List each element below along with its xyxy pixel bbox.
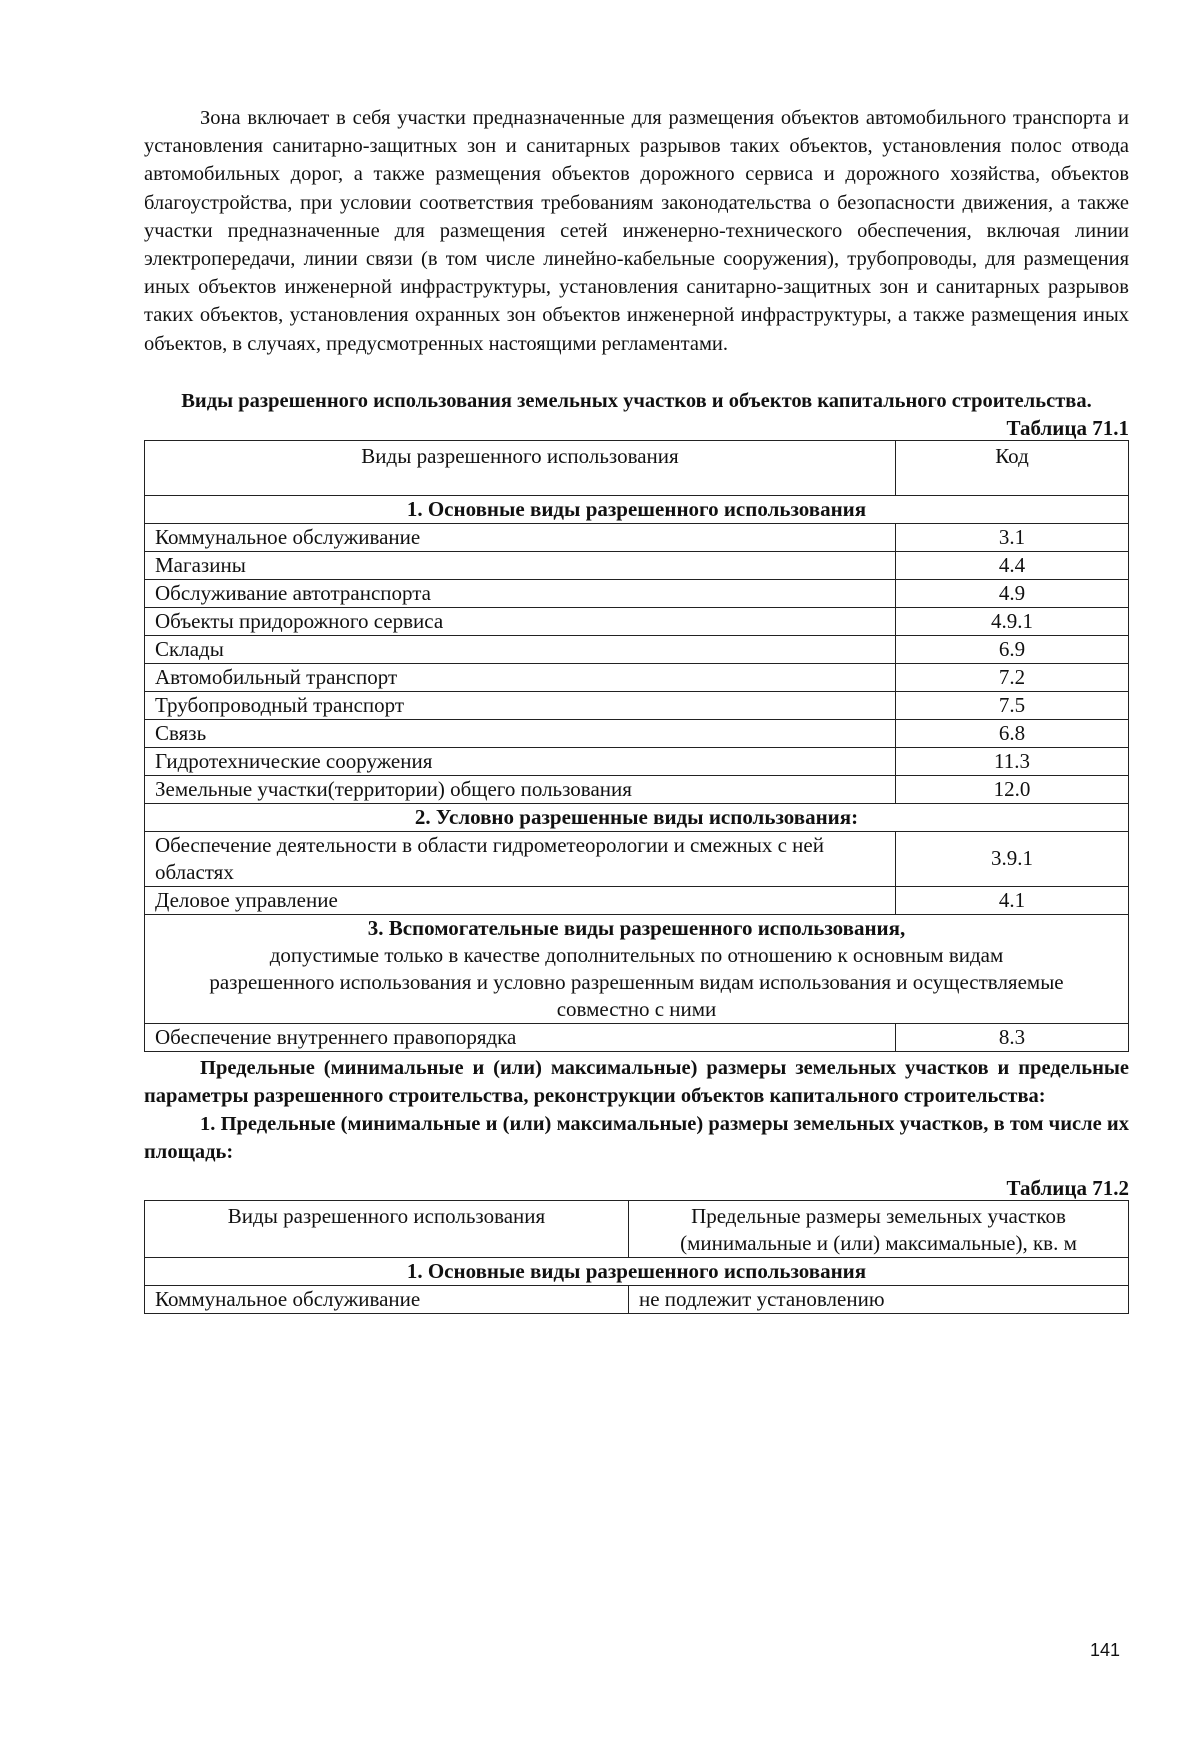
code-cell: 4.9 xyxy=(896,579,1129,607)
section-title: 1. Основные виды разрешенного использования xyxy=(145,1257,1129,1285)
section-row xyxy=(145,914,1129,1023)
table-row xyxy=(145,1285,1129,1313)
table-row xyxy=(145,747,1129,775)
table-header-row xyxy=(145,1200,1129,1257)
use-name-cell: Связь xyxy=(145,719,896,747)
header-cell-uses: Виды разрешенного использования xyxy=(145,440,896,495)
code-cell: 3.9.1 xyxy=(896,831,1129,886)
table-row xyxy=(145,635,1129,663)
document-page xyxy=(144,104,1129,1314)
code-cell: 7.2 xyxy=(896,663,1129,691)
use-name-cell: Трубопроводный транспорт xyxy=(145,691,896,719)
header-cell-limits: Предельные размеры земельных участков (минимальные и (или) максимальные), кв. м xyxy=(629,1200,1129,1257)
section-heading: Виды разрешенного использования земельных участков и объектов капитального строительства. xyxy=(181,389,1092,412)
code-cell: 6.9 xyxy=(896,635,1129,663)
table-row xyxy=(145,1023,1129,1051)
use-name-cell: Автомобильный транспорт xyxy=(145,663,896,691)
code-cell: 4.9.1 xyxy=(896,607,1129,635)
code-cell: 4.4 xyxy=(896,551,1129,579)
table-71-2-label: Таблица 71.2 xyxy=(1006,1175,1129,1200)
code-cell: 8.3 xyxy=(896,1023,1129,1051)
header-cell-code: Код xyxy=(896,440,1129,495)
table-row xyxy=(145,719,1129,747)
table-row xyxy=(145,551,1129,579)
section-row xyxy=(145,495,1129,523)
use-name-cell: Обслуживание автотранспорта xyxy=(145,579,896,607)
table-71-1-label: Таблица 71.1 xyxy=(1006,415,1129,440)
use-name-cell: Земельные участки(территории) общего пользования xyxy=(145,775,896,803)
table-row xyxy=(145,831,1129,886)
section-title-note: допустимые только в качестве дополнительных по отношению к основным видам разрешенного использования и условно разрешенным видам использования и осуществляемые совместно с ними xyxy=(209,942,1064,1021)
code-cell: 4.1 xyxy=(896,886,1129,914)
use-name-cell: Склады xyxy=(145,635,896,663)
section-title xyxy=(145,914,1129,1023)
table-71-2 xyxy=(144,1200,1129,1314)
code-cell: 11.3 xyxy=(896,747,1129,775)
section-title-main: 3. Вспомогательные виды разрешенного использования, xyxy=(367,915,906,940)
use-name-cell: Коммунальное обслуживание xyxy=(145,523,896,551)
section-row xyxy=(145,1257,1129,1285)
table-row xyxy=(145,775,1129,803)
use-name-cell: Деловое управление xyxy=(145,886,896,914)
section-title: 1. Основные виды разрешенного использования xyxy=(145,495,1129,523)
limits-paragraph: Предельные (минимальные и (или) максимальные) размеры земельных участков и предельные параметры разрешенного строительства, реконструкции объектов капитального строительства: xyxy=(144,1056,1129,1107)
use-name-cell: Коммунальное обслуживание xyxy=(145,1285,629,1313)
code-cell: 6.8 xyxy=(896,719,1129,747)
table-header-row xyxy=(145,440,1129,495)
header-cell-uses: Виды разрешенного использования xyxy=(145,1200,629,1257)
limit-value-cell: не подлежит установлению xyxy=(629,1285,1129,1313)
page-number: 141 xyxy=(1090,1640,1121,1660)
section-title: 2. Условно разрешенные виды использования: xyxy=(145,803,1129,831)
code-cell: 3.1 xyxy=(896,523,1129,551)
table-row xyxy=(145,663,1129,691)
code-cell: 12.0 xyxy=(896,775,1129,803)
table-row xyxy=(145,607,1129,635)
use-name-cell: Обеспечение внутреннего правопорядка xyxy=(145,1023,896,1051)
use-name-cell: Объекты придорожного сервиса xyxy=(145,607,896,635)
section-row xyxy=(145,803,1129,831)
table-row xyxy=(145,886,1129,914)
table-row xyxy=(145,579,1129,607)
code-cell: 7.5 xyxy=(896,691,1129,719)
table-71-1 xyxy=(144,440,1129,1052)
sizes-paragraph: 1. Предельные (минимальные и (или) максимальные) размеры земельных участков, в том числе их площадь: xyxy=(144,1112,1129,1163)
intro-paragraph: Зона включает в себя участки предназначенные для размещения объектов автомобильного транспорта и установления санитарно-защитных зон и санитарных разрывов таких объектов, установления полос отвода автомобильных дорог, а также размещения объектов дорожного сервиса и дорожного хозяйства, объектов благоустройства, при условии соответствия требованиям законодательства о безопасности движения, а также участки предназначенные для размещения сетей инженерно-технического обеспечения, включая линии электропередачи, линии связи (в том числе линейно-кабельные сооружения), трубопроводы, для размещения иных объектов инженерной инфраструктуры, установления санитарно-защитных зон и санитарных разрывов таких объектов, установления охранных зон объектов инженерной инфраструктуры, а также размещения иных объектов, в случаях, предусмотренных настоящими регламентами. xyxy=(144,107,1129,355)
table-row xyxy=(145,691,1129,719)
use-name-cell: Магазины xyxy=(145,551,896,579)
use-name-cell: Обеспечение деятельности в области гидрометеорологии и смежных с ней областях xyxy=(145,831,896,886)
table-row xyxy=(145,523,1129,551)
use-name-cell: Гидротехнические сооружения xyxy=(145,747,896,775)
